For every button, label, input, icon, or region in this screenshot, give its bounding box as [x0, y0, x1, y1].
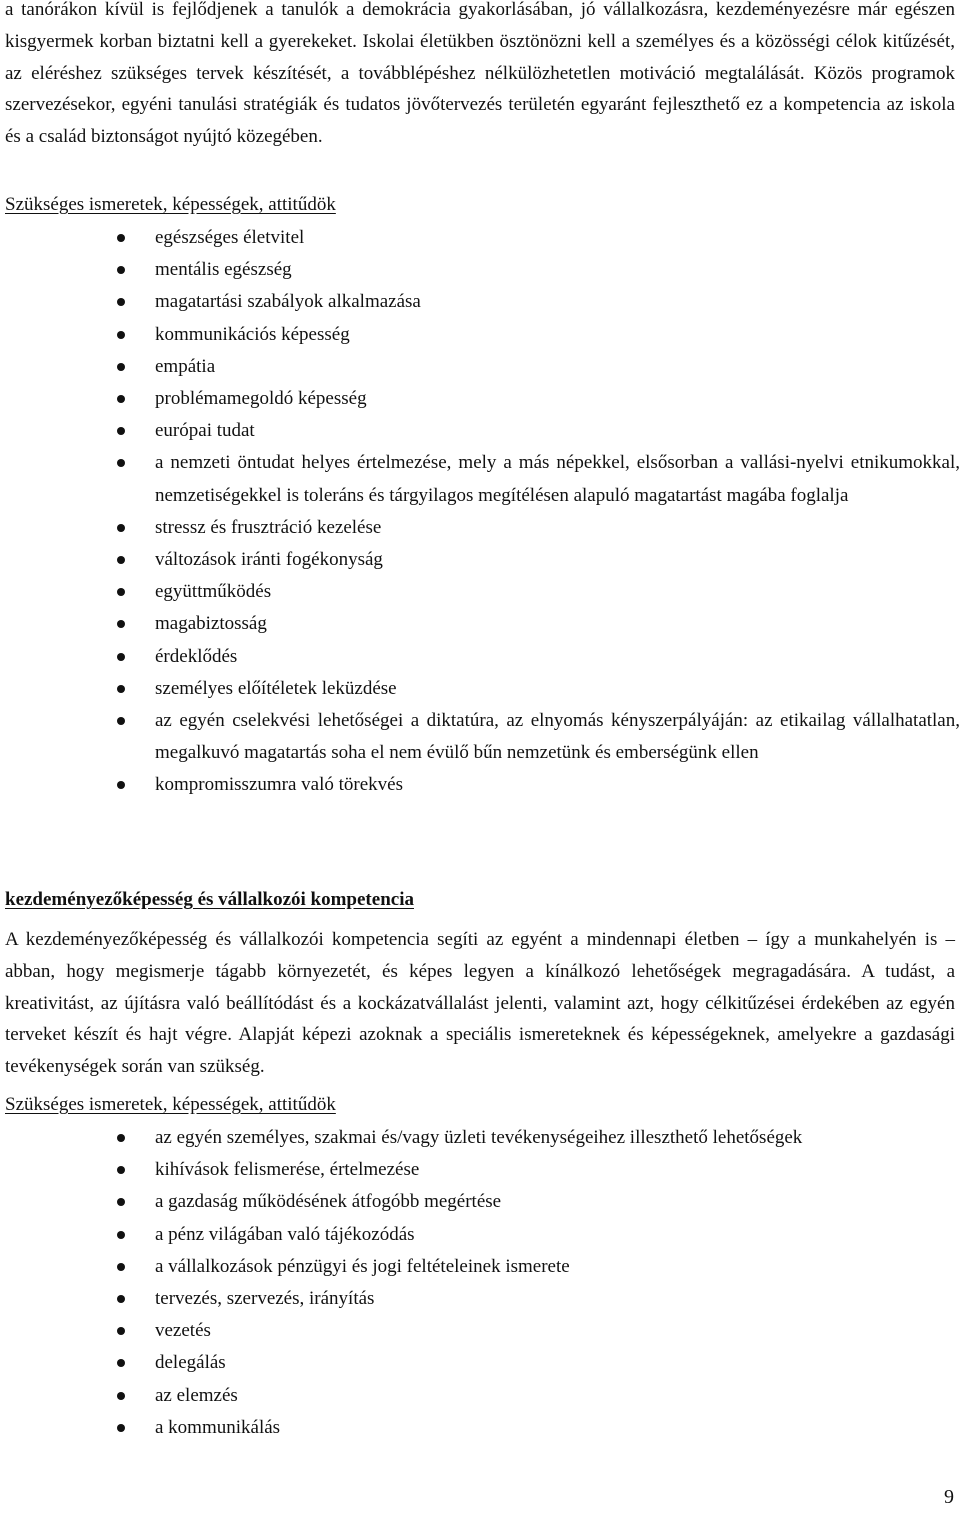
bullet-icon: [117, 1295, 125, 1303]
bullet-icon: [117, 685, 125, 693]
list-item: kompromisszumra való törekvés: [5, 769, 960, 801]
bullet-icon: [117, 588, 125, 596]
bullet-icon: [117, 781, 125, 789]
bullet-icon: [117, 556, 125, 564]
list-item: az elemzés: [5, 1380, 960, 1412]
list-item: magatartási szabályok alkalmazása: [5, 286, 960, 318]
list-item: európai tudat: [5, 415, 960, 447]
bullet-icon: [117, 1231, 125, 1239]
bullet-icon: [117, 717, 125, 725]
list-item: személyes előítéletek leküzdése: [5, 673, 960, 705]
list-item: az egyén cselekvési lehetőségei a diktatúra, az elnyomás kényszerpályáján: az etikailag vállalhatatlan, megalkuvó magatartás soha el nem évülő bűn nemzetünk és emberségünk ellen: [5, 705, 960, 769]
bullet-icon: [117, 653, 125, 661]
intro-paragraph: a tanórákon kívül is fejlődjenek a tanulók a demokrácia gyakorlásában, jó vállalkozásra, kezdeményezésre már egészen kisgyermek korban biztatni kell a gyerekeket. Iskolai életükben ösztönözni kell a személyes és a közösségi célok kitűzését, az eléréshez szükséges tervek készítését, a továbblépéshez nélkülözhetetlen motiváció megtalálását. Közös programok szervezésekor, egyéni tanulási stratégiák és tudatos jövőtervezés területén egyaránt fejleszthető ez a kompetencia az iskola és a család biztonságot nyújtó közegében.: [5, 0, 955, 148]
skills-list-2: [5, 1122, 960, 1444]
list-item: a pénz világában való tájékozódás: [5, 1219, 960, 1251]
bullet-icon: [117, 1424, 125, 1432]
list-item: a vállalkozások pénzügyi és jogi feltételeinek ismerete: [5, 1251, 960, 1283]
bullet-icon: [117, 459, 125, 467]
list-item: változások iránti fogékonyság: [5, 544, 960, 576]
list-item: kihívások felismerése, értelmezése: [5, 1154, 960, 1186]
list-item: delegálás: [5, 1347, 960, 1379]
bullet-icon: [117, 1166, 125, 1174]
list-item: a gazdaság működésének átfogóbb megértése: [5, 1186, 960, 1218]
bullet-icon: [117, 524, 125, 532]
list-item: kommunikációs képesség: [5, 319, 960, 351]
list-item: érdeklődés: [5, 641, 960, 673]
bullet-icon: [117, 1134, 125, 1142]
bullet-icon: [117, 298, 125, 306]
list-item: magabiztosság: [5, 608, 960, 640]
bullet-icon: [117, 363, 125, 371]
section-label-skills-1: Szükséges ismeretek, képességek, attitűdök: [5, 194, 336, 215]
body-paragraph: A kezdeményezőképesség és vállalkozói kompetencia segíti az egyént a mindennapi életben – így a munkahelyén is – abban, hogy megismerje tágabb környezetét, és képes legyen a kínálkozó lehetőségek megragadására. A tudást, a kreativitást, az újításra való beállítódást és a kockázatvállalást jelenti, valamint azt, hogy célkitűzései érdekében az egyén terveket készít és hajt végre. Alapját képezi azoknak a speciális ismereteknek és képességeknek, amelyekre a gazdasági tevékenységek során van szükség.: [5, 929, 955, 1078]
bullet-icon: [117, 1327, 125, 1335]
list-item: egészséges életvitel: [5, 222, 960, 254]
bullet-icon: [117, 620, 125, 628]
bullet-icon: [117, 395, 125, 403]
list-item: vezetés: [5, 1315, 960, 1347]
list-item: problémamegoldó képesség: [5, 383, 960, 415]
bullet-icon: [117, 266, 125, 274]
section-heading: kezdeményezőképesség és vállalkozói kompetencia: [5, 889, 414, 910]
bullet-icon: [117, 427, 125, 435]
bullet-icon: [117, 1198, 125, 1206]
list-item: tervezés, szervezés, irányítás: [5, 1283, 960, 1315]
bullet-icon: [117, 1392, 125, 1400]
list-item: a kommunikálás: [5, 1412, 960, 1444]
bullet-icon: [117, 331, 125, 339]
list-item: az egyén személyes, szakmai és/vagy üzleti tevékenységeihez illeszthető lehetőségek: [5, 1122, 960, 1154]
list-item: együttműködés: [5, 576, 960, 608]
bullet-icon: [117, 1263, 125, 1271]
list-item: empátia: [5, 351, 960, 383]
list-item: mentális egészség: [5, 254, 960, 286]
list-item: a nemzeti öntudat helyes értelmezése, mely a más népekkel, elsősorban a vallási-nyelvi etnikumokkal, nemzetiségekkel is toleráns és tárgyilagos megítélésen alapuló magatartást magába foglalja: [5, 447, 960, 511]
bullet-icon: [117, 234, 125, 242]
section-label-skills-2: Szükséges ismeretek, képességek, attitűdök: [5, 1094, 336, 1115]
list-item: stressz és frusztráció kezelése: [5, 512, 960, 544]
skills-list-1: [5, 222, 960, 802]
bullet-icon: [117, 1359, 125, 1367]
page-number: 9: [944, 1486, 954, 1508]
